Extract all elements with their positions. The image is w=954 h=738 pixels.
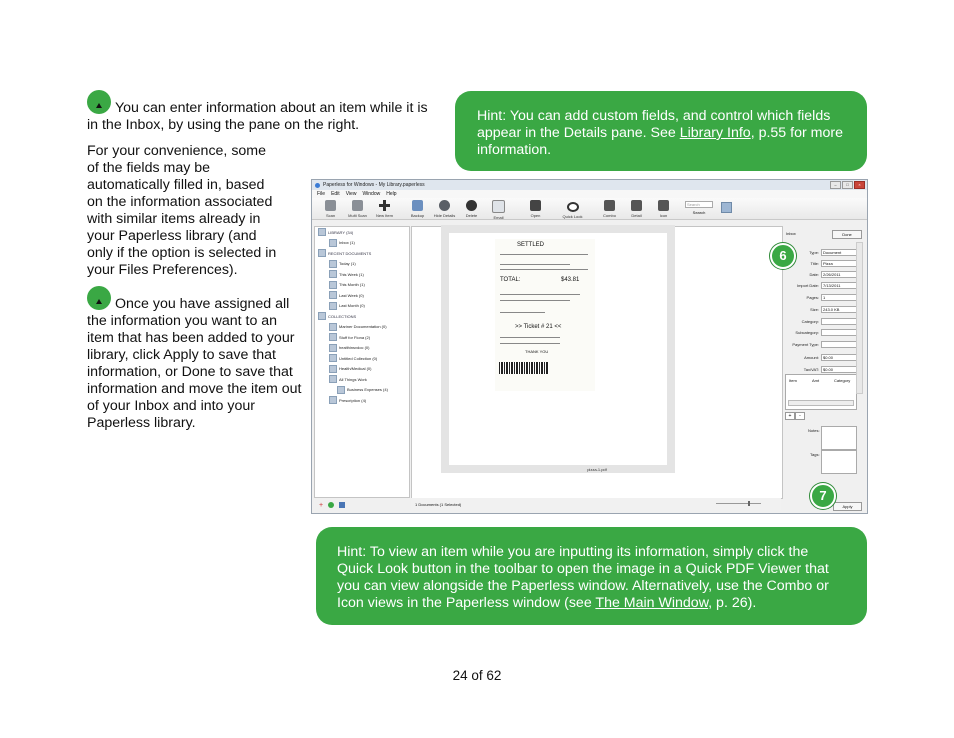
callout-6: 6 [770,243,796,269]
menu-help[interactable]: Help [386,191,397,197]
sidebar-item[interactable]: Last Month (0) [315,301,409,312]
field-value[interactable] [821,329,857,336]
open-icon [530,200,541,211]
combo-view-icon [604,200,615,211]
field-value[interactable] [821,318,857,325]
callout-7: 7 [810,483,836,509]
folder-icon [329,365,337,373]
sync-icon[interactable] [328,502,334,508]
sidebar-item[interactable]: COLLECTIONS [315,311,409,322]
folder-icon [329,323,337,331]
field-label: Title: [810,261,819,266]
info-icon [439,200,450,211]
field-value[interactable]: Document [821,249,857,256]
field-label: Amount: [804,355,819,360]
folder-icon [329,291,337,299]
field-value[interactable] [821,341,857,348]
detail-view-button[interactable]: Detail [623,198,650,218]
scan-button[interactable]: Scan [317,198,344,218]
menu-view[interactable]: View [345,191,357,197]
sidebar-item[interactable]: Untitled Collection (0) [315,353,409,364]
hide-details-button[interactable]: Hide Details [431,198,458,218]
folder-icon [329,354,337,362]
menu-file[interactable]: File [317,191,326,197]
main-window-link[interactable]: The Main Window [595,595,709,611]
multi-scanner-icon [352,200,363,211]
menubar [312,190,867,198]
field-value[interactable]: 7/13/2011 [821,282,857,289]
zoom-slider[interactable] [716,503,761,504]
folder-icon [337,386,345,394]
plus-icon [379,200,390,211]
document-viewer: SETTLED TOTAL: $43.81 >> Ticket # 21 << THANK YOU pizza-1.pdf [411,226,783,499]
sidebar-item[interactable]: Last Week (0) [315,290,409,301]
calendar-icon[interactable] [339,502,345,508]
search-options-icon[interactable] [721,202,732,213]
field-label: Size: [810,307,819,312]
eye-icon [567,202,579,212]
email-icon [492,200,505,213]
folder-icon [329,281,337,289]
field-value[interactable]: 1 [821,294,857,301]
apply-paragraph: Once you have assigned all the information you want to an item that has been added to your library, click Apply to save that information, or Done to save that information and move the item out of your Inbox and into your Paperless library. [87,286,302,432]
sidebar-item[interactable]: Health/Medical (0) [315,364,409,375]
backup-icon [412,200,423,211]
field-label: Import Date: [796,283,819,288]
sidebar-item[interactable]: Today (1) [315,259,409,270]
sidebar-item[interactable]: This Week (1) [315,269,409,280]
add-row-button[interactable]: + [785,412,795,420]
field-value[interactable]: 2/26/2011 [821,271,857,278]
field-label: Subcategory: [795,330,819,335]
icon-view-icon [658,200,669,211]
combo-view-button[interactable]: Combo [596,198,623,218]
icon-view-button[interactable]: Icon [650,198,677,218]
field-value[interactable]: $0.00 [821,366,857,373]
app-icon [315,183,320,188]
field-label: Date: [809,272,819,277]
field-label: Payment Type: [792,342,819,347]
field-label: Pages: [806,295,819,300]
add-icon[interactable]: + [319,501,324,509]
backup-button[interactable]: Backup [404,198,431,218]
sidebar-item[interactable]: Business Expenses (4) [315,385,409,396]
folder-icon [318,312,326,320]
sidebar-footer [314,499,413,511]
window-titlebar: Paperless for Windows - My Library.paperless [312,180,867,190]
minimize-icon[interactable]: – [830,181,841,189]
toolbar [312,198,867,220]
intro-paragraph: You can enter information about an item while it is in the Inbox, by using the pane on the right. [87,90,432,134]
folder-icon [329,302,337,310]
folder-icon [318,249,326,257]
sidebar-item[interactable]: LIBRARY (34) [315,227,409,238]
sidebar-item[interactable]: Mariner Documentation (0) [315,322,409,333]
delete-icon [466,200,477,211]
tags-field[interactable] [821,450,857,474]
convenience-paragraph: For your convenience, some of the fields may be automatically filled in, based on the information associated with similar items already in your Paperless library (and only if the option is selected in your Files Preferences). [87,143,277,278]
details-pane: Inbox Done Type: Document Title: Pizza Date: 2/26/2011 Import Date: 7/13/2011 Pages: 1 Size: 243.0 KB Category: Subcategory: Payment Type: Amount: $0.00 Tax/VAT: $0.00 Item Amt Category + - Notes: Tags: Apply [783,226,867,511]
folder-icon [329,239,337,247]
menu-edit[interactable]: Edit [331,191,340,197]
document-page [449,233,667,465]
remove-row-button[interactable]: - [795,412,805,420]
sidebar-item[interactable]: RECENT DOCUMENTS [315,248,409,259]
quick-look-button[interactable]: Quick Look [559,198,586,219]
close-icon[interactable]: × [854,181,865,189]
field-label: Category: [801,319,819,324]
sidebar-item[interactable]: Prescription (4) [315,395,409,406]
folder-icon [329,333,337,341]
delete-button[interactable]: Delete [458,198,485,218]
bullet-icon [87,90,111,114]
library-info-link[interactable]: Library Info [679,125,751,141]
table-scrollbar[interactable] [788,400,854,406]
menu-window[interactable]: Window [362,191,381,197]
folder-icon [329,260,337,268]
folder-icon [329,375,337,383]
receipt-image: SETTLED TOTAL: $43.81 >> Ticket # 21 << THANK YOU [495,239,595,391]
field-value[interactable]: 243.0 KB [821,306,857,313]
window-controls [830,181,865,189]
folder-icon [329,344,337,352]
page-number: 24 of 62 [452,668,502,683]
email-button[interactable]: Email [485,198,512,220]
status-bar: 1 Documents (1 Selected) [411,498,781,510]
scanner-icon [325,200,336,211]
detail-view-icon [631,200,642,211]
multi-scan-button[interactable]: Multi Scan [344,198,371,218]
field-value[interactable]: Pizza [821,260,857,267]
sidebar-item[interactable]: Inbox (1) [315,238,409,249]
done-button[interactable]: Done [832,230,862,239]
field-label: Type: [809,250,819,255]
folder-icon [318,228,326,236]
line-items-table: Item Amt Category [785,374,857,410]
folder-icon [329,396,337,404]
field-label: Tax/VAT: [803,367,819,372]
maximize-icon[interactable]: □ [842,181,853,189]
notes-field[interactable] [821,426,857,450]
folder-icon [329,270,337,278]
hint-quick-look: Hint: To view an item while you are inputting its information, simply click the Quick Look button in the toolbar to open the image in a Quick PDF Viewer that you can view alongside the Paperless window. Alternatively, use the Combo or Icon views in the Paperless window (see The Main Window, p. 26). [316,527,867,625]
sidebar-item[interactable]: Stuff for Fiona (2) [315,332,409,343]
open-button[interactable]: Open [522,198,549,218]
apply-button[interactable]: Apply [833,502,862,511]
sidebar-item[interactable]: All Things Work [315,374,409,385]
bullet-icon [87,286,111,310]
sidebar-item[interactable]: This Month (1) [315,280,409,291]
library-sidebar [314,226,410,498]
sidebar-item[interactable]: healthinsvdoc (0) [315,343,409,354]
details-scrollbar[interactable] [856,242,863,394]
search-input[interactable]: Search [685,201,713,208]
new-item-button[interactable]: New Item [371,198,398,218]
hint-custom-fields: Hint: You can add custom fields, and control which fields appear in the Details pane. See Library Info, p.55 for more information. [455,91,867,171]
field-value[interactable]: $0.00 [821,354,857,361]
search-group: Search Search [685,198,713,215]
paperless-window-screenshot [311,179,868,514]
barcode-image [499,362,549,374]
